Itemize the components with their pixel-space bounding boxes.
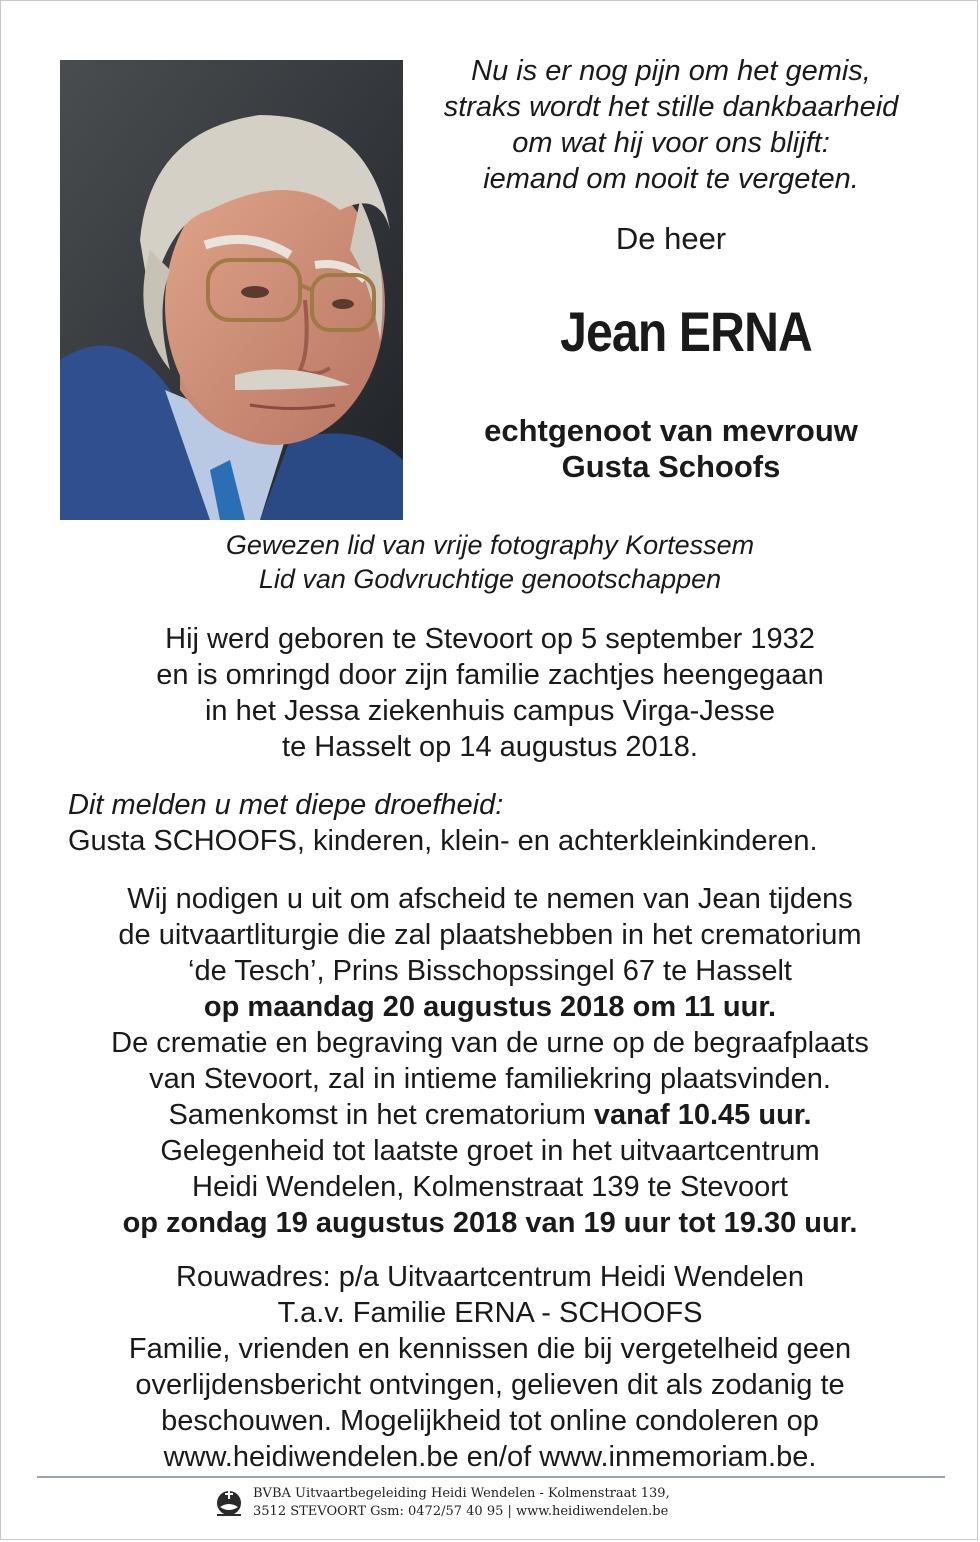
- membership-line: Gewezen lid van vrije fotography Kortessem: [225, 530, 755, 560]
- address-line: www.heidiwendelen.be en/of www.inmemoriam.be.: [163, 1441, 817, 1473]
- poem-line: om wat hij voor ons blijft:: [512, 127, 830, 159]
- gathering-time: vanaf 10.45 uur.: [593, 1099, 812, 1131]
- address-line: Familie, vrienden en kennissen die bij vergetelheid geen: [128, 1333, 852, 1365]
- funeral-invitation: [1, 881, 979, 1241]
- announcement-family: Gusta SCHOOFS, kinderen, klein- en achterkleinkinderen.: [68, 825, 818, 857]
- memorial-poem: [421, 53, 921, 197]
- gathering-text: Samenkomst in het crematorium: [168, 1099, 594, 1131]
- gathering-line: [1, 1097, 979, 1133]
- footer: [215, 1485, 775, 1525]
- birth-death-line: Hij werd geboren te Stevoort op 5 september 1932: [165, 623, 815, 655]
- address-line: T.a.v. Familie ERNA - SCHOOFS: [277, 1297, 703, 1329]
- mourning-address: [1, 1259, 979, 1475]
- spouse-line: Gusta Schoofs: [561, 449, 781, 484]
- poem-line: Nu is er nog pijn om het gemis,: [471, 55, 871, 87]
- announcement: [68, 787, 948, 859]
- poem-line: iemand om nooit te vergeten.: [483, 163, 859, 195]
- invitation-line: Gelegenheid tot laatste groet in het uitvaartcentrum: [160, 1135, 820, 1167]
- deceased-name: Jean ERNA: [560, 300, 812, 363]
- invitation-line: ‘de Tesch’, Prins Bisschopssingel 67 te Hasselt: [188, 955, 792, 987]
- address-line: beschouwen. Mogelijkheid tot online condoleren op: [161, 1405, 819, 1437]
- birth-death-paragraph: [1, 621, 979, 765]
- birth-death-line: en is omringd door zijn familie zachtjes heengegaan: [156, 659, 824, 691]
- invitation-line: Heidi Wendelen, Kolmenstraat 139 te Stevoort: [192, 1171, 788, 1203]
- footer-line: BVBA Uitvaartbegeleiding Heidi Wendelen - Kolmenstraat 139,: [253, 1486, 670, 1501]
- viewing-date: op zondag 19 augustus 2018 van 19 uur tot 19.30 uur.: [122, 1207, 858, 1239]
- birth-death-line: in het Jessa ziekenhuis campus Virga-Jesse: [204, 695, 776, 727]
- ceremony-date: op maandag 20 augustus 2018 om 11 uur.: [203, 991, 777, 1023]
- footer-line: 3512 STEVOORT Gsm: 0472/57 40 95 | www.heidiwendelen.be: [253, 1504, 669, 1519]
- birth-death-line: te Hasselt op 14 augustus 2018.: [282, 731, 698, 763]
- invitation-line: Wij nodigen u uit om afscheid te nemen van Jean tijdens: [127, 883, 853, 915]
- footer-divider: [37, 1476, 945, 1478]
- footer-text: [253, 1485, 670, 1521]
- memberships: [1, 528, 979, 596]
- spouse-info: [421, 413, 921, 485]
- membership-line: Lid van Godvruchtige genootschappen: [258, 564, 722, 594]
- invitation-line: van Stevoort, zal in intieme familiekring plaatsvinden.: [149, 1063, 831, 1095]
- announcement-lead: Dit melden u met diepe droefheid:: [68, 789, 504, 821]
- spouse-line: echtgenoot van mevrouw: [484, 413, 858, 448]
- invitation-line: de uitvaartliturgie die zal plaatshebben in het crematorium: [118, 919, 862, 951]
- funeral-home-logo-icon: [215, 1487, 243, 1519]
- poem-line: straks wordt het stille dankbaarheid: [443, 91, 899, 123]
- salutation: De heer: [615, 221, 727, 256]
- invitation-line: De crematie en begraving van de urne op de begraafplaats: [111, 1027, 869, 1059]
- portrait-photo: [60, 60, 403, 520]
- address-line: overlijdensbericht ontvingen, gelieven dit als zodanig te: [135, 1369, 845, 1401]
- address-line: Rouwadres: p/a Uitvaartcentrum Heidi Wendelen: [175, 1261, 805, 1293]
